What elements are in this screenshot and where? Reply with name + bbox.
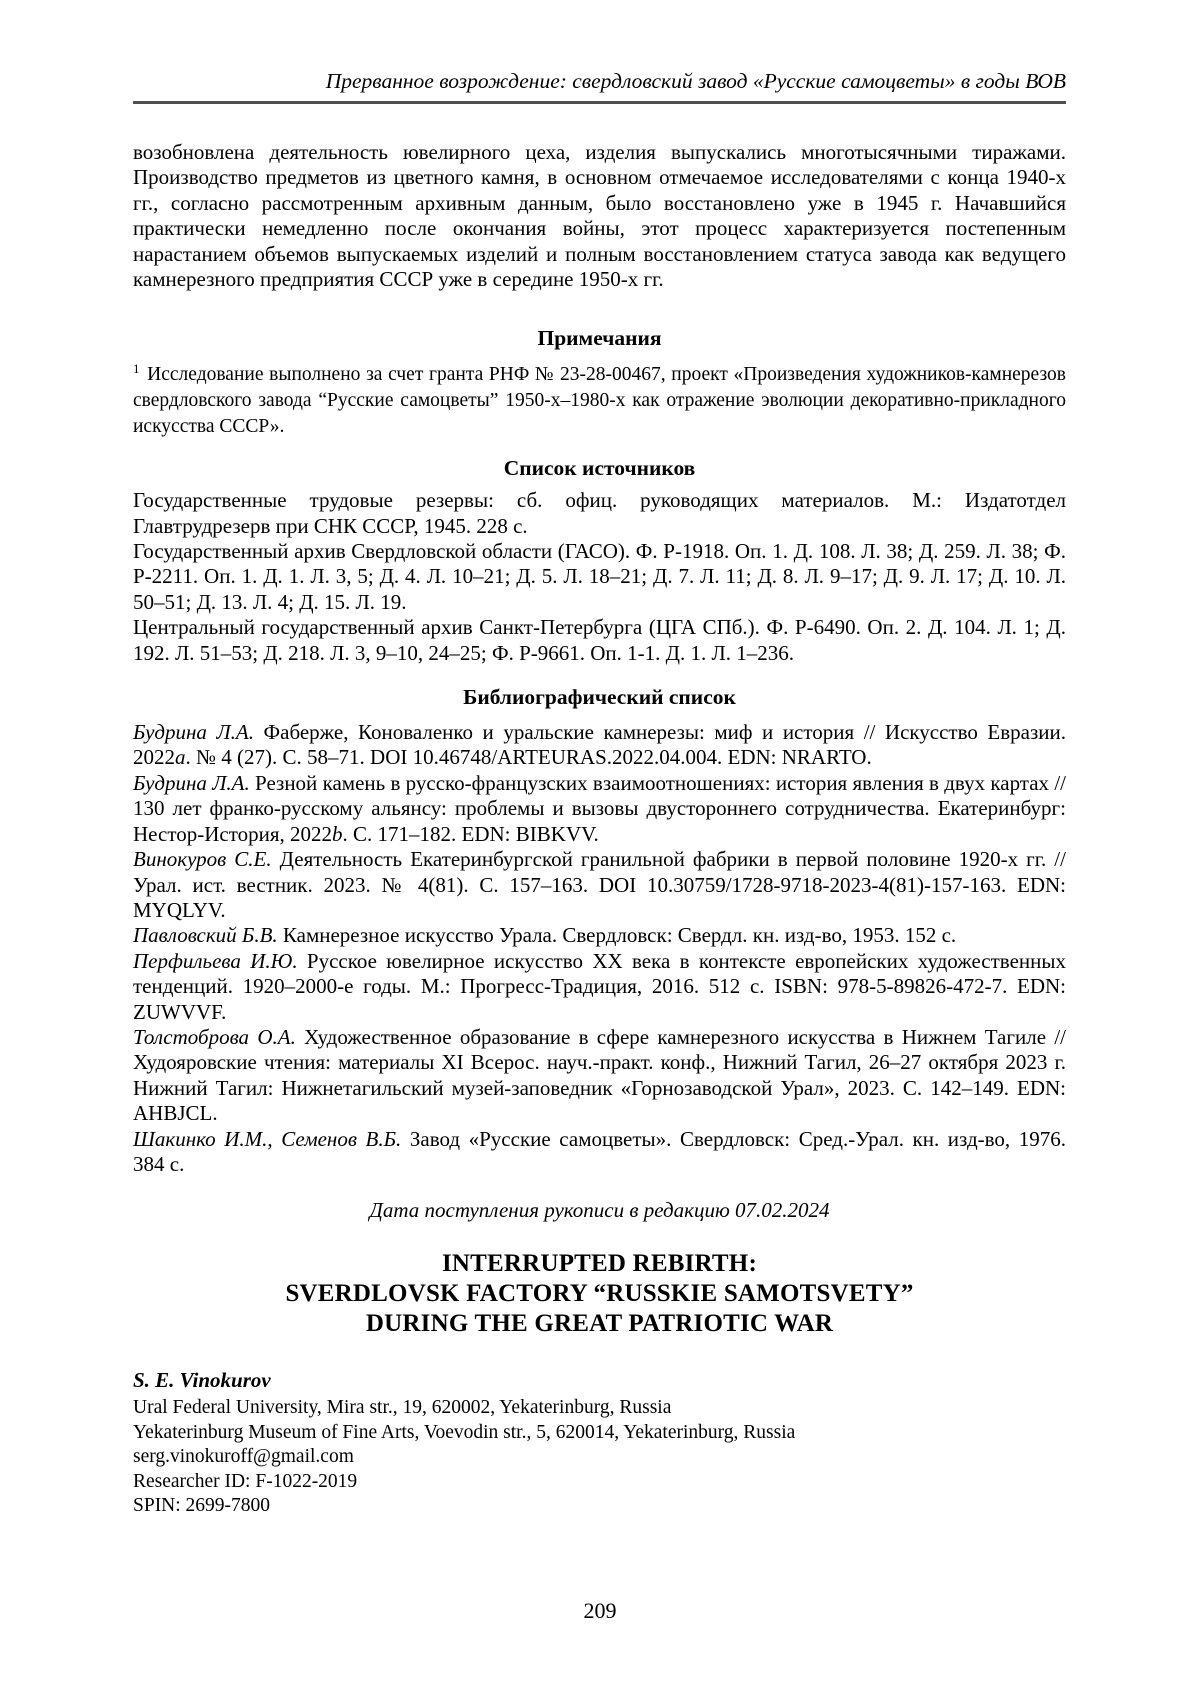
bibliography-heading: Библиографический список bbox=[463, 685, 736, 710]
submission-date-note: Дата поступления рукописи в редакцию 07.02.2024 bbox=[369, 1198, 830, 1223]
affiliation-line: Ural Federal University, Mira str., 19, 620002, Yekaterinburg, Russia bbox=[133, 1397, 672, 1419]
footnote-paragraph: $^1$ Исследование выполнено за счет гранта РНФ № 23-28-00467, проект «Произведения художников-камнерезов свердловского завода “Русские самоцветы” 1950-х–1980-х как отражение эволюции декоративно-прикладного искусства СССР». bbox=[133, 360, 1066, 437]
bibliography-item: Будрина Л.А. Резной камень в русско-французских взаимоотношениях: история явления в двух картах // 130 лет франко-русскому альянсу: проблемы и вызовы двустороннего сотрудничества. Екатеринбург: Нестор-История, 2022b. С. 171–182. EDN: BIBKVV. bbox=[133, 770, 1066, 846]
bibliography-item: Винокуров С.Е. Деятельность Екатеринбургской гранильной фабрики в первой половине 1920-х гг. // Урал. ист. вестник. 2023. № 4(81). С. 157–163. DOI 10.30759/1728-9718-2023-4(81)-157-163. EDN: MYQLYV. bbox=[133, 847, 1066, 922]
running-header-title: Прерванное возрождение: свердловский завод «Русские самоцветы» в годы ВОВ bbox=[325, 69, 1066, 93]
bibliography-item: Павловский Б.В. Камнерезное искусство Урала. Свердловск: Свердл. кн. изд-во, 1953. 152 с. bbox=[133, 923, 957, 948]
bibliography-item: Перфильева И.Ю. Русское ювелирное искусство XX века в контексте европейских художественных тенденций. 1920–2000-е годы. М.: Прогресс-Традиция, 2016. 512 с. ISBN: 978-5-89826-472-7. EDN: ZUWVVF. bbox=[133, 948, 1066, 1024]
notes-heading: Примечания bbox=[537, 326, 662, 351]
spin-line: SPIN: 2699-7800 bbox=[133, 1495, 271, 1516]
page-number: 209 bbox=[583, 1598, 617, 1623]
source-item: Государственный архив Свердловской области (ГАСО). Ф. Р-1918. Оп. 1. Д. 108. Л. 38; Д. 259. Л. 38; Ф. Р-2211. Оп. 1. Д. 1. Л. 3, 5; Д. 4. Л. 10–21; Д. 5. Л. 18–21; Д. 7. Л. 11; Д. 8. Л. 9–17; Д. 9. Л. 17; Д. 10. Л. 50–51; Д. 13. Л. 4; Д. 15. Л. 19. bbox=[133, 539, 1066, 614]
intro-paragraph: возобновлена деятельность ювелирного цеха, изделия выпускались многотысячными тиражами. Производство предметов из цветного камня, в основном отмечаемое исследователями с конца 1940-х гг., согласно рассмотренным архивным данным, было восстановлено уже в 1945 г. Начавшийся практически немедленно после окончания войны, этот процесс характеризуется постепенным нарастанием объемов выпускаемых изделий и полным восстановлением статуса завода как ведущего камнерезного предприятия СССР уже в середине 1950-х гг. bbox=[133, 140, 1066, 292]
sources-heading: Список источников bbox=[503, 456, 696, 481]
article-title-line-2: SVERDLOVSK FACTORY “RUSSKIE SAMOTSVETY” bbox=[285, 1280, 914, 1308]
bibliography-item: Толстоброва О.А. Художественное образование в сфере камнерезного искусства в Нижнем Тагиле // Худояровские чтения: материалы XI Всерос. науч.-практ. конф., Нижний Тагил, 26–27 октября 2023 г. Нижний Тагил: Нижнетагильский музей-заповедник «Горнозаводской Урал», 2023. С. 142–149. EDN: AHBJCL. bbox=[133, 1024, 1066, 1126]
author-email: serg.vinokuroff@gmail.com bbox=[133, 1446, 354, 1468]
source-item: Центральный государственный архив Санкт-Петербурга (ЦГА СПб.). Ф. Р-6490. Оп. 2. Д. 104. Л. 1; Д. 192. Л. 51–53; Д. 218. Л. 3, 9–10, 24–25; Ф. Р-9661. Оп. 1-1. Д. 1. Л. 1–236. bbox=[133, 615, 1066, 665]
author-affiliations bbox=[133, 1396, 1066, 1518]
affiliation-line: Yekaterinburg Museum of Fine Arts, Voevodin str., 5, 620014, Yekaterinburg, Russia bbox=[133, 1421, 796, 1443]
source-item: Государственные трудовые резервы: сб. офиц. руководящих материалов. М.: Издатотдел Главтрудрезерв при СНК СССР, 1945. 228 с. bbox=[133, 488, 1066, 538]
running-header bbox=[133, 68, 1066, 104]
researcher-id-line: Researcher ID: F-1022-2019 bbox=[133, 1470, 358, 1492]
author-name: S. E. Vinokurov bbox=[133, 1368, 271, 1393]
article-title-english bbox=[133, 1249, 1066, 1339]
bibliography-item: Будрина Л.А. Фаберже, Коноваленко и уральские камнерезы: миф и история // Искусство Евразии. 2022a. № 4 (27). С. 58–71. DOI 10.46748/ARTEURAS.2022.04.004. EDN: NRARTO. bbox=[133, 720, 1066, 770]
article-title-line-1: INTERRUPTED REBIRTH: bbox=[442, 1250, 757, 1278]
article-title-line-3: DURING THE GREAT PATRIOTIC WAR bbox=[365, 1310, 834, 1338]
bibliography-item: Шакинко И.М., Семенов В.Б. Завод «Русские самоцветы». Свердловск: Сред.-Урал. кн. изд-во, 1976. 384 с. bbox=[133, 1126, 1066, 1176]
